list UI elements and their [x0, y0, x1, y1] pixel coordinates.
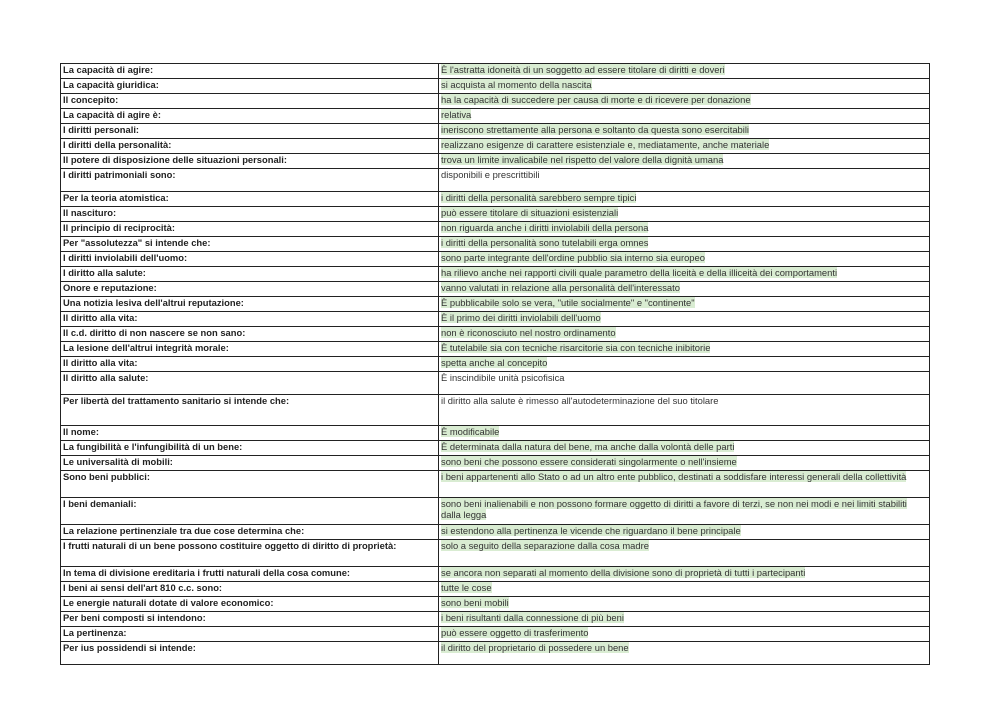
- answer-cell: [439, 642, 930, 665]
- answer-cell: [439, 597, 930, 612]
- answer-text: ha la capacità di succedere per causa di morte e di ricevere per donazione: [441, 94, 751, 105]
- table-row: [61, 642, 930, 665]
- answer-text: È tutelabile sia con tecniche risarcitorie sia con tecniche inibitorie: [441, 342, 711, 353]
- question-cell: Sono beni pubblici:: [61, 471, 439, 498]
- question-cell: Il diritto alla vita:: [61, 312, 439, 327]
- table-row: [61, 582, 930, 597]
- table-row: [61, 252, 930, 267]
- question-cell: I diritti della personalità:: [61, 139, 439, 154]
- answer-cell: [439, 471, 930, 498]
- table-row: [61, 139, 930, 154]
- table-row: [61, 471, 930, 498]
- answer-text: sono beni che possono essere considerati singolarmente o nell'insieme: [441, 456, 737, 467]
- answer-cell: [439, 109, 930, 124]
- table-row: [61, 357, 930, 372]
- answer-text: sono beni mobili: [441, 597, 509, 608]
- answer-text: realizzano esigenze di carattere esistenziale e, mediatamente, anche materiale: [441, 139, 770, 150]
- table-row: [61, 627, 930, 642]
- answer-cell: [439, 169, 930, 192]
- answer-text: non riguarda anche i diritti inviolabili della persona: [441, 222, 649, 233]
- table-row: [61, 395, 930, 426]
- table-row: [61, 154, 930, 169]
- question-cell: I beni ai sensi dell'art 810 c.c. sono:: [61, 582, 439, 597]
- quiz-table: [60, 63, 930, 665]
- question-cell: I beni demaniali:: [61, 498, 439, 525]
- table-row: [61, 540, 930, 567]
- table-row: [61, 327, 930, 342]
- answer-cell: [439, 282, 930, 297]
- question-cell: Il diritto alla salute:: [61, 372, 439, 395]
- table-row: [61, 525, 930, 540]
- answer-text: È l'astratta idoneità di un soggetto ad essere titolare di diritti e doveri: [441, 64, 725, 75]
- question-cell: Il principio di reciprocità:: [61, 222, 439, 237]
- answer-text: si acquista al momento della nascita: [441, 79, 592, 90]
- question-cell: La capacità giuridica:: [61, 79, 439, 94]
- table-row: [61, 426, 930, 441]
- answer-text: può essere oggetto di trasferimento: [441, 627, 589, 638]
- answer-text: relativa: [441, 109, 472, 120]
- answer-text: ha rilievo anche nei rapporti civili quale parametro della liceità e della illiceità dei comportamenti: [441, 267, 838, 278]
- answer-cell: [439, 154, 930, 169]
- answer-cell: [439, 79, 930, 94]
- answer-cell: [439, 342, 930, 357]
- question-cell: I diritti inviolabili dell'uomo:: [61, 252, 439, 267]
- question-cell: Il diritto alla vita:: [61, 357, 439, 372]
- question-cell: Le energie naturali dotate di valore economico:: [61, 597, 439, 612]
- answer-text: può essere titolare di situazioni esistenziali: [441, 207, 619, 218]
- answer-cell: [439, 395, 930, 426]
- question-cell: La fungibilità e l'infungibilità di un bene:: [61, 441, 439, 456]
- answer-text: i beni appartenenti allo Stato o ad un altro ente pubblico, destinati a soddisfare interessi generali della collettività: [441, 471, 907, 482]
- answer-text: È modificabile: [441, 426, 500, 437]
- answer-cell: [439, 327, 930, 342]
- table-row: [61, 237, 930, 252]
- answer-cell: [439, 237, 930, 252]
- table-row: [61, 94, 930, 109]
- answer-cell: [439, 498, 930, 525]
- question-cell: Per libertà del trattamento sanitario si intende che:: [61, 395, 439, 426]
- table-row: [61, 312, 930, 327]
- question-cell: Per beni composti si intendono:: [61, 612, 439, 627]
- question-cell: Le universalità di mobili:: [61, 456, 439, 471]
- table-row: [61, 207, 930, 222]
- answer-cell: [439, 297, 930, 312]
- answer-text: disponibili e prescrittibili: [441, 169, 540, 180]
- answer-cell: [439, 525, 930, 540]
- table-row: [61, 64, 930, 79]
- answer-text: È pubblicabile solo se vera, "utile socialmente" e "continente": [441, 297, 695, 308]
- answer-text: i diritti della personalità sono tutelabili erga omnes: [441, 237, 649, 248]
- table-row: [61, 567, 930, 582]
- answer-text: non è riconosciuto nel nostro ordinamento: [441, 327, 616, 338]
- answer-cell: [439, 582, 930, 597]
- answer-cell: [439, 139, 930, 154]
- question-cell: La lesione dell'altrui integrità morale:: [61, 342, 439, 357]
- answer-text: il diritto alla salute è rimesso all'autodeterminazione del suo titolare: [441, 395, 719, 406]
- answer-text: sono parte integrante dell'ordine pubblio sia interno sia europeo: [441, 252, 705, 263]
- answer-cell: [439, 456, 930, 471]
- answer-text: È inscindibile unità psicofisica: [441, 372, 565, 383]
- question-cell: I diritto alla salute:: [61, 267, 439, 282]
- question-cell: I frutti naturali di un bene possono costituire oggetto di diritto di proprietà:: [61, 540, 439, 567]
- answer-cell: [439, 64, 930, 79]
- question-cell: Onore e reputazione:: [61, 282, 439, 297]
- answer-text: il diritto del proprietario di possedere un bene: [441, 642, 629, 653]
- table-row: [61, 267, 930, 282]
- answer-cell: [439, 222, 930, 237]
- answer-cell: [439, 267, 930, 282]
- table-row: [61, 109, 930, 124]
- question-cell: Il nome:: [61, 426, 439, 441]
- table-row: [61, 456, 930, 471]
- answer-cell: [439, 627, 930, 642]
- answer-text: tutte le cose: [441, 582, 492, 593]
- answer-cell: [439, 612, 930, 627]
- question-cell: Per ius possidendi si intende:: [61, 642, 439, 665]
- answer-cell: [439, 372, 930, 395]
- answer-cell: [439, 207, 930, 222]
- answer-cell: [439, 540, 930, 567]
- answer-cell: [439, 357, 930, 372]
- question-cell: Per la teoria atomistica:: [61, 192, 439, 207]
- question-cell: La pertinenza:: [61, 627, 439, 642]
- table-row: [61, 222, 930, 237]
- answer-text: se ancora non separati al momento della divisione sono di proprietà di tutti i partecipanti: [441, 567, 806, 578]
- table-row: [61, 372, 930, 395]
- table-row: [61, 282, 930, 297]
- table-row: [61, 79, 930, 94]
- table-row: [61, 124, 930, 139]
- answer-text: ineriscono strettamente alla persona e soltanto da questa sono esercitabili: [441, 124, 749, 135]
- quiz-table-body: [61, 64, 930, 665]
- table-row: [61, 192, 930, 207]
- answer-cell: [439, 312, 930, 327]
- answer-cell: [439, 192, 930, 207]
- question-cell: Il potere di disposizione delle situazioni personali:: [61, 154, 439, 169]
- question-cell: I diritti patrimoniali sono:: [61, 169, 439, 192]
- answer-cell: [439, 124, 930, 139]
- table-row: [61, 342, 930, 357]
- answer-text: solo a seguito della separazione dalla cosa madre: [441, 540, 649, 551]
- answer-text: i beni risultanti dalla connessione di più beni: [441, 612, 624, 623]
- table-row: [61, 441, 930, 456]
- question-cell: La relazione pertinenziale tra due cose determina che:: [61, 525, 439, 540]
- question-cell: La capacità di agire è:: [61, 109, 439, 124]
- question-cell: Una notizia lesiva dell'altrui reputazione:: [61, 297, 439, 312]
- question-cell: La capacità di agire:: [61, 64, 439, 79]
- answer-text: È il primo dei diritti inviolabili dell'uomo: [441, 312, 601, 323]
- answer-text: si estendono alla pertinenza le vicende che riguardano il bene principale: [441, 525, 741, 536]
- answer-cell: [439, 441, 930, 456]
- answer-cell: [439, 426, 930, 441]
- question-cell: In tema di divisione ereditaria i frutti naturali della cosa comune:: [61, 567, 439, 582]
- question-cell: Per "assolutezza" si intende che:: [61, 237, 439, 252]
- answer-cell: [439, 567, 930, 582]
- question-cell: I diritti personali:: [61, 124, 439, 139]
- question-cell: Il nascituro:: [61, 207, 439, 222]
- answer-text: È determinata dalla natura del bene, ma anche dalla volontà delle parti: [441, 441, 735, 452]
- answer-cell: [439, 252, 930, 267]
- answer-cell: [439, 94, 930, 109]
- table-row: [61, 612, 930, 627]
- answer-text: i diritti della personalità sarebbero sempre tipici: [441, 192, 637, 203]
- question-cell: Il c.d. diritto di non nascere se non sano:: [61, 327, 439, 342]
- answer-text: spetta anche al concepito: [441, 357, 548, 368]
- table-row: [61, 498, 930, 525]
- answer-text: trova un limite invalicabile nel rispetto del valore della dignità umana: [441, 154, 724, 165]
- question-cell: Il concepito:: [61, 94, 439, 109]
- table-row: [61, 297, 930, 312]
- table-row: [61, 169, 930, 192]
- answer-text: sono beni inalienabili e non possono formare oggetto di diritti a favore di terzi, se non nei modi e nei limiti stabiliti dalla legga: [441, 498, 907, 520]
- table-row: [61, 597, 930, 612]
- answer-text: vanno valutati in relazione alla personalità dell'interessato: [441, 282, 680, 293]
